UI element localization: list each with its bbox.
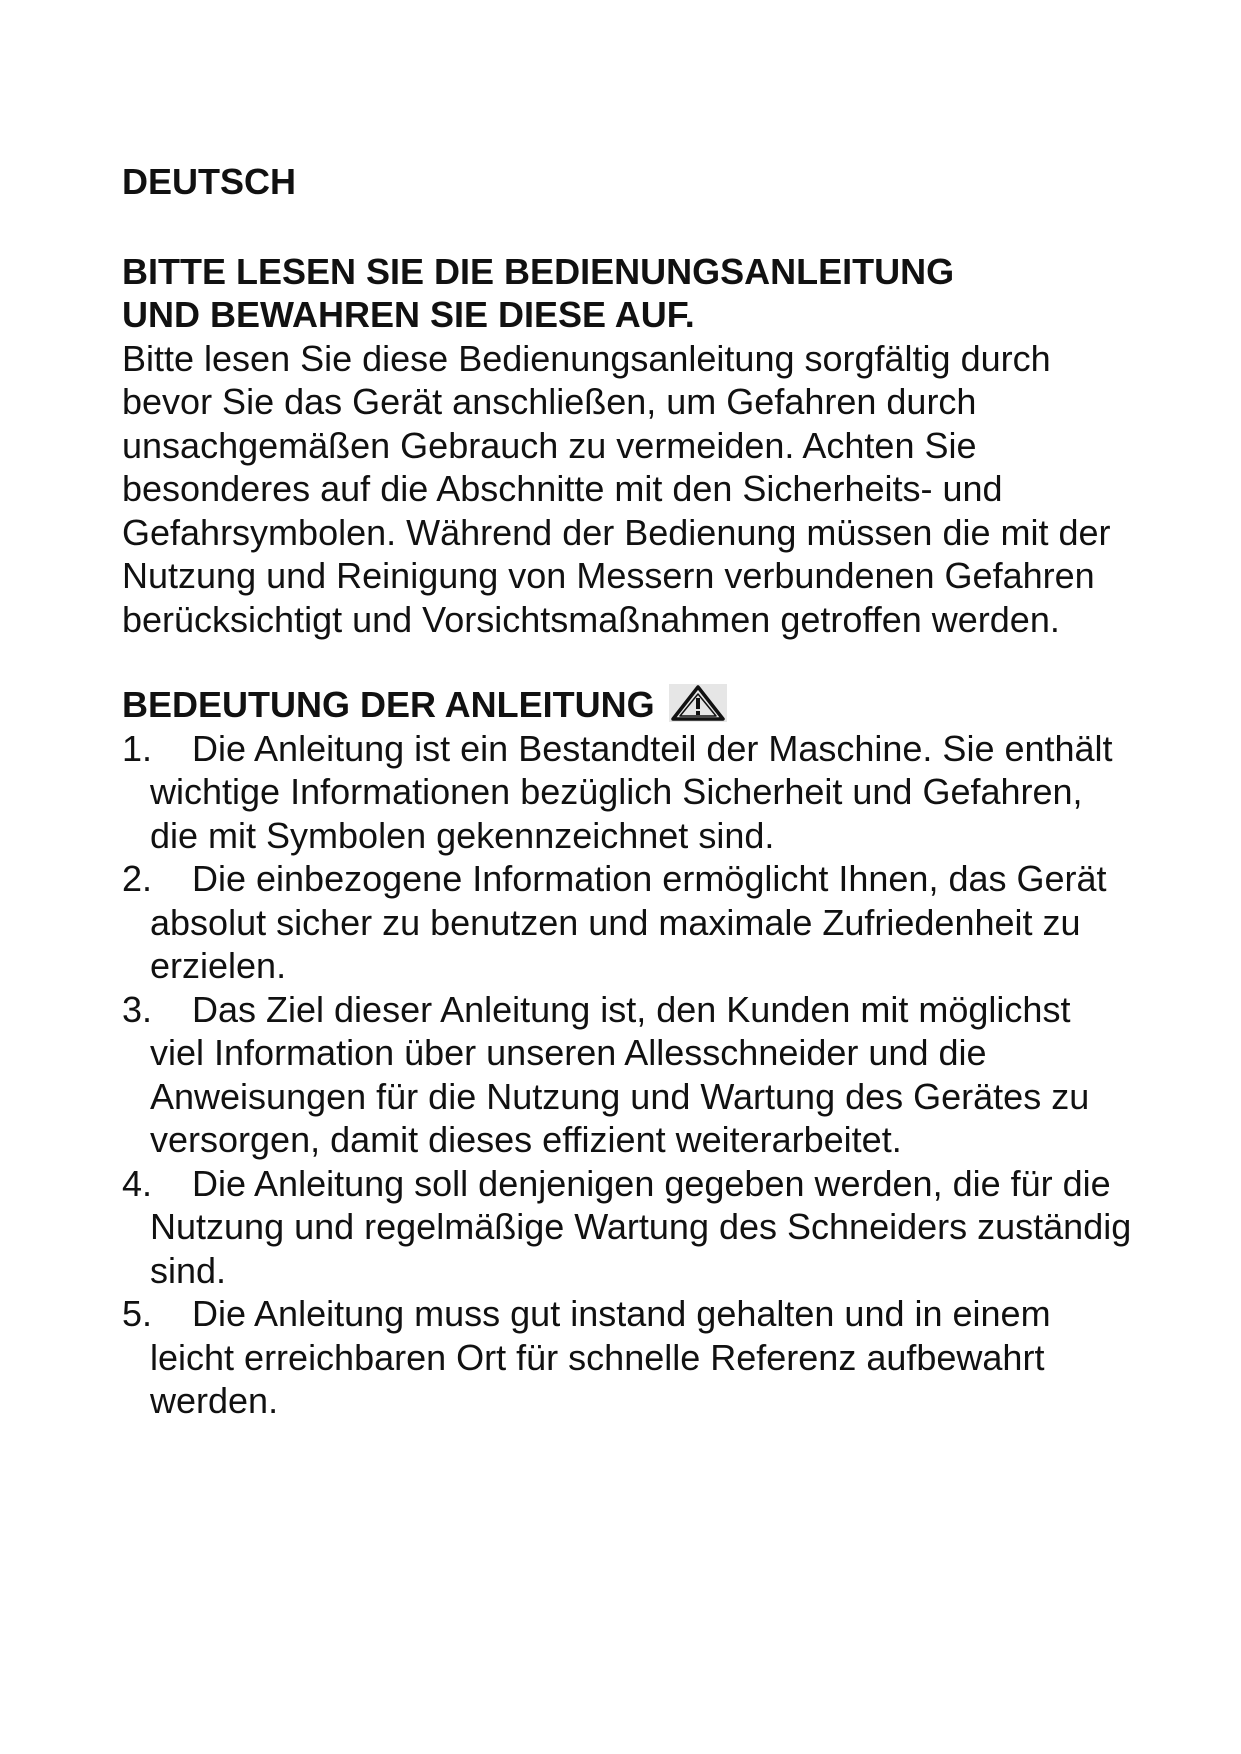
manual-list bbox=[122, 727, 1132, 1423]
list-item-text: Die Anleitung muss gut instand gehalten und in einem leicht erreichbaren Ort für schnelle Referenz aufbewahrt werden. bbox=[150, 1293, 1051, 1421]
list-item-text: Das Ziel dieser Anleitung ist, den Kunden mit möglichst viel Information über unseren Allesschneider und die Anweisungen für die Nutzung und Wartung des Gerätes zu versorgen, damit dieses effizient weiterarbeitet. bbox=[150, 988, 1090, 1160]
list-item bbox=[122, 727, 1132, 858]
list-item bbox=[122, 1162, 1132, 1293]
main-heading-line-1: BITTE LESEN SIE DIE BEDIENUNGSANLEITUNG bbox=[122, 250, 955, 292]
list-item-number: 5. bbox=[122, 1293, 153, 1334]
list-item bbox=[122, 857, 1132, 988]
list-item-number: 4. bbox=[122, 1162, 153, 1204]
main-heading-line-2: UND BEWAHREN SIE DIESE AUF. bbox=[122, 294, 695, 335]
list-item bbox=[122, 988, 1132, 1162]
list-item-text: Die einbezogene Information ermöglicht Ihnen, das Gerät absolut sicher zu benutzen und maximale Zufriedenheit zu erzielen. bbox=[150, 858, 1107, 986]
section-title: BEDEUTUNG DER ANLEITUNG bbox=[122, 684, 655, 725]
list-item-number: 3. bbox=[122, 988, 153, 1030]
list-item-text: Die Anleitung ist ein Bestandteil der Maschine. Sie enthält wichtige Informationen bezüglich Sicherheit und Gefahren, die mit Symbolen gekennzeichnet sind. bbox=[150, 727, 1113, 856]
list-item-text: Die Anleitung soll denjenigen gegeben werden, die für die Nutzung und regelmäßige Wartung des Schneiders zuständig sind. bbox=[150, 1162, 1132, 1291]
warning-triangle-icon bbox=[669, 684, 727, 722]
section-heading bbox=[122, 683, 1132, 727]
list-item bbox=[122, 1292, 1132, 1423]
list-item-number: 1. bbox=[122, 727, 153, 769]
list-item-number: 2. bbox=[122, 858, 153, 899]
language-label: DEUTSCH bbox=[122, 161, 297, 202]
intro-paragraph: Bitte lesen Sie diese Bedienungsanleitung sorgfältig durch bevor Sie das Gerät anschließen, um Gefahren durch unsachgemäßen Gebrauch zu vermeiden. Achten Sie besonderes auf die Abschnitte mit den Sicherheits- und Gefahrsymbolen. Während der Bedienung müssen die mit der Nutzung und Reinigung von Messern verbundenen Gefahren berücksichtigt und Vorsichtsmaßnahmen getroffen werden. bbox=[122, 337, 1111, 640]
document-page bbox=[122, 160, 1132, 1423]
